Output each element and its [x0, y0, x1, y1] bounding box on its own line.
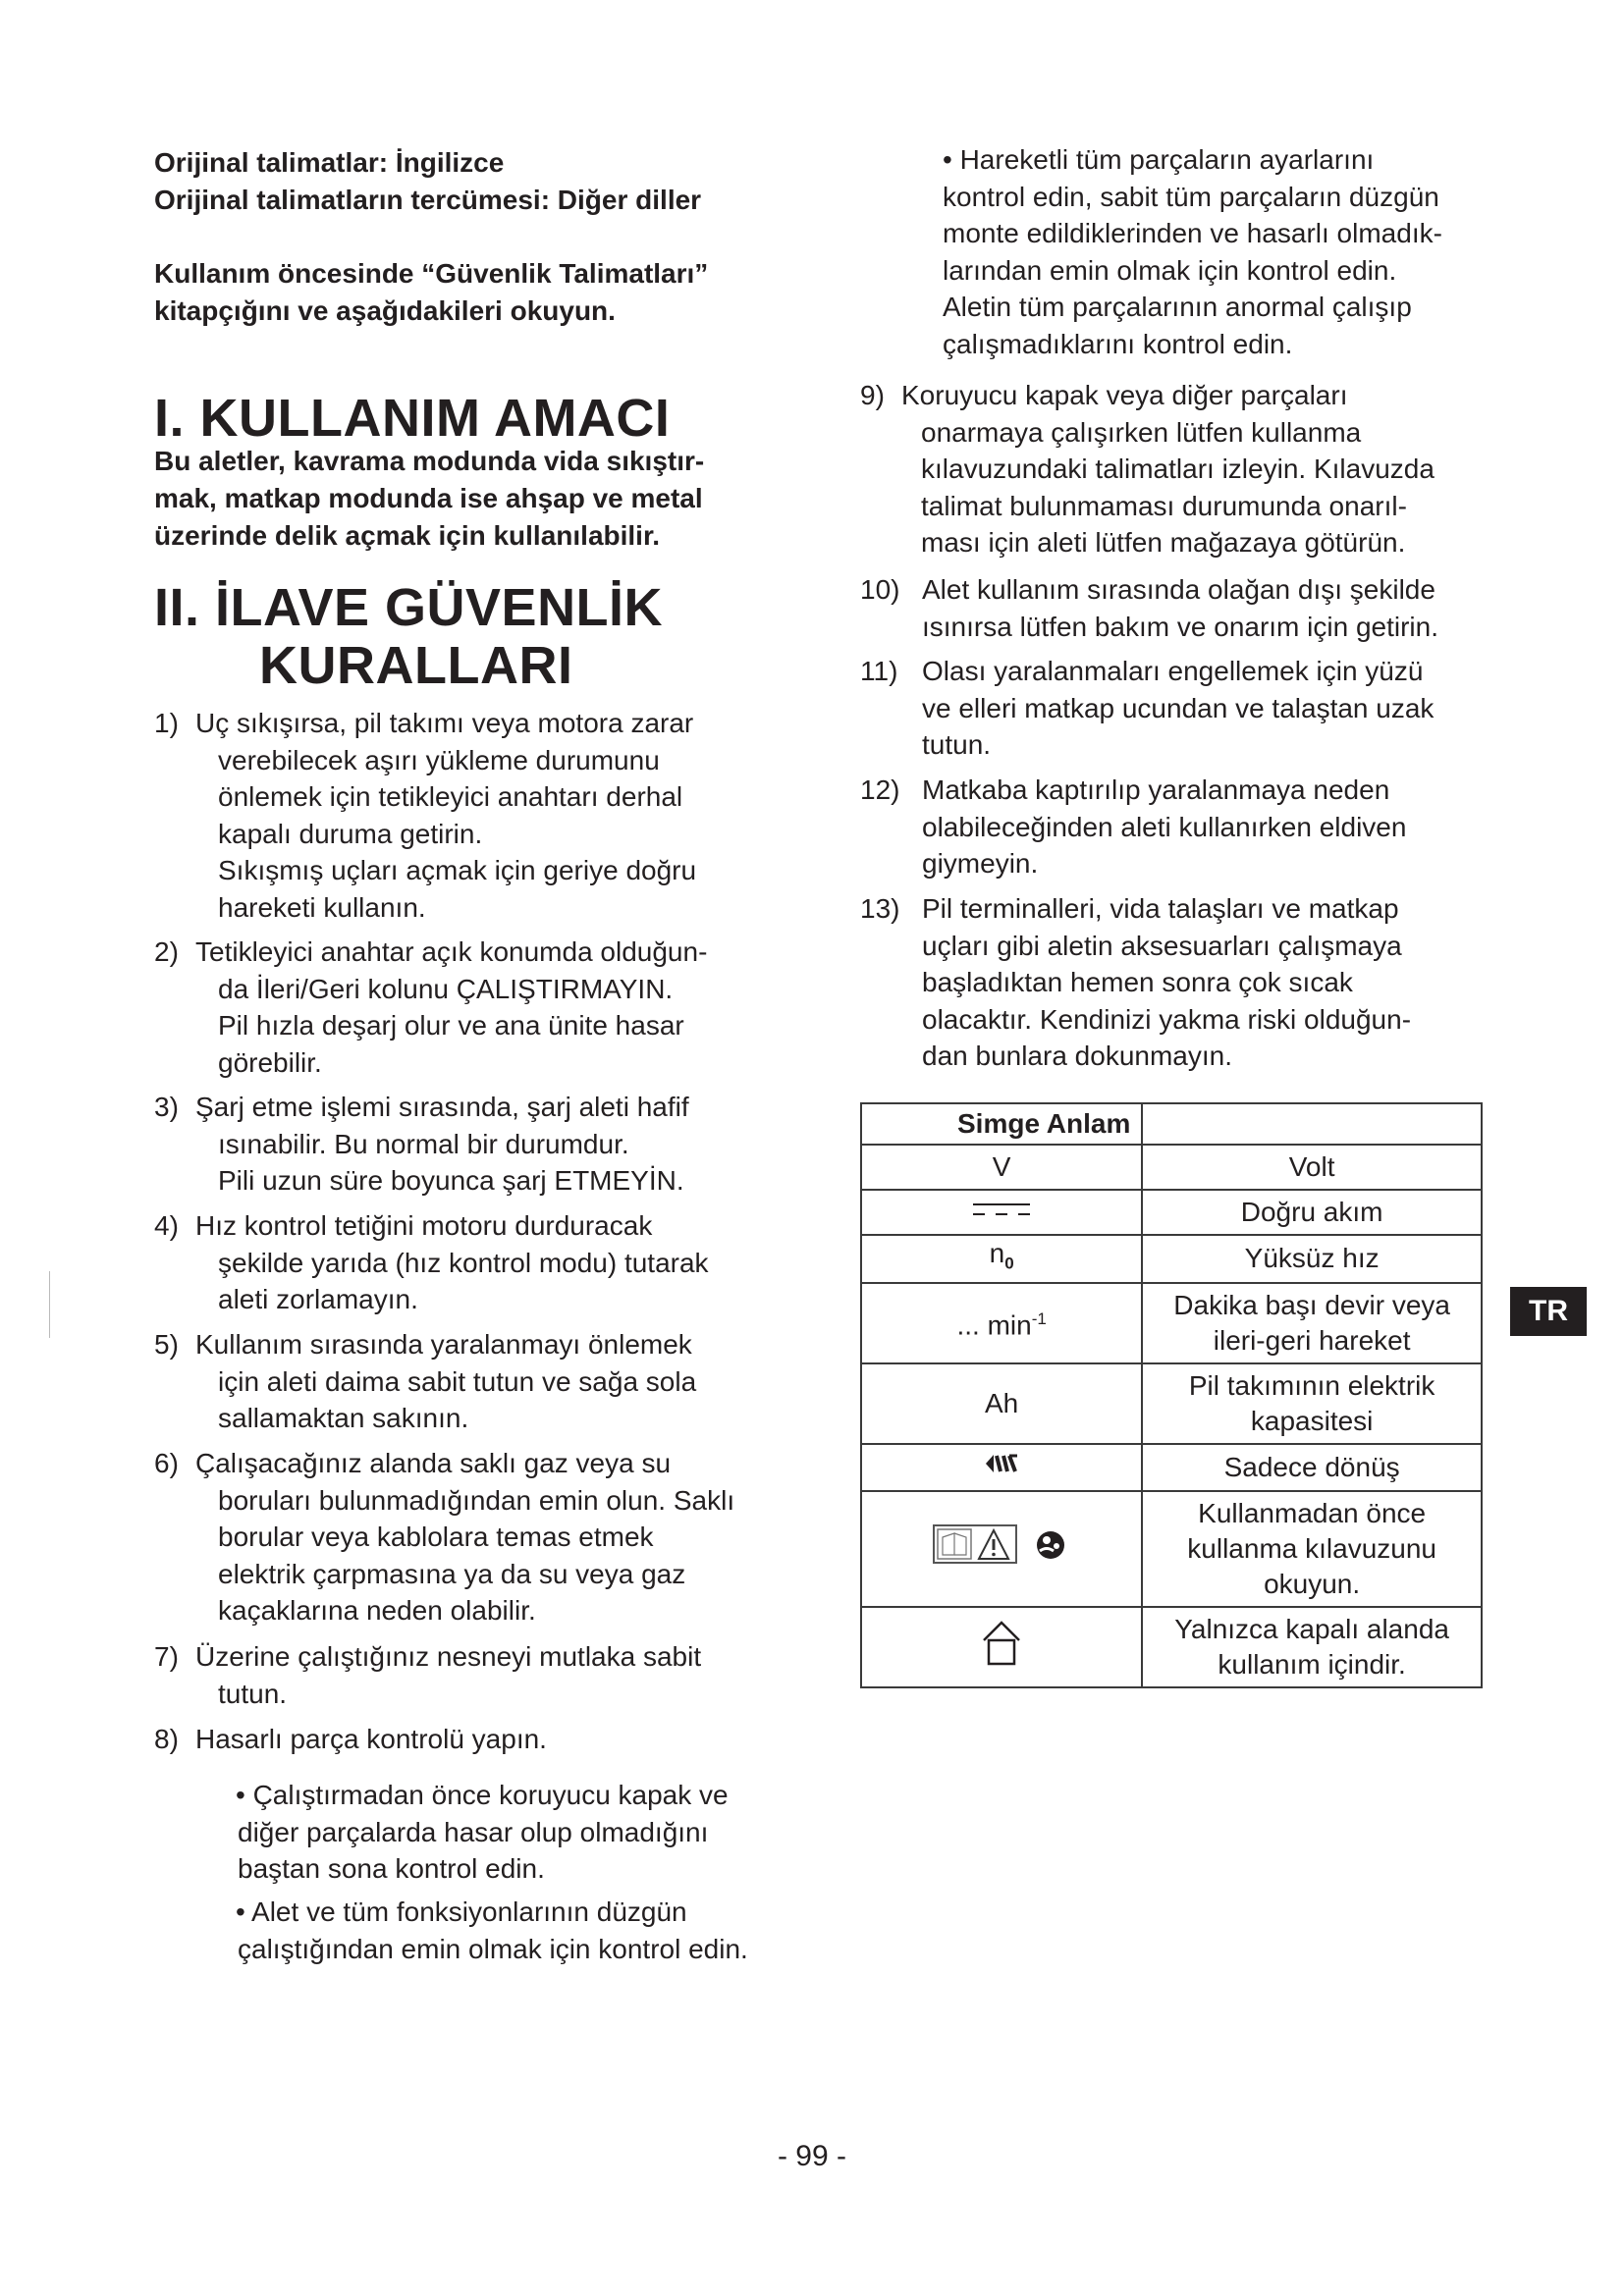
ah-symbol: Ah [861, 1363, 1142, 1444]
table-row [861, 1607, 1482, 1687]
table-row [861, 1491, 1482, 1607]
rule-number: 1) [154, 708, 179, 738]
symbol-table [860, 1102, 1483, 1688]
symbol-meaning-line: ileri-geri hareket [1213, 1324, 1411, 1356]
section-title-safety-rules-line2: KURALLARI [259, 636, 573, 695]
symbol-table-header: Simge Anlam [861, 1103, 1142, 1145]
bullet-text: kontrol edin, sabit tüm parçaların düzgün [943, 181, 1439, 212]
rule-text: uçları gibi aletin aksesuarları çalışmaya [922, 930, 1402, 961]
intended-use-line2: mak, matkap modunda ise ahşap ve metal [154, 483, 703, 513]
rule-number: 5) [154, 1329, 179, 1360]
bullet-item [236, 1894, 748, 1967]
bullet-text: • Çalıştırmadan önce koruyucu kapak ve [236, 1780, 729, 1810]
volt-symbol: V [861, 1145, 1142, 1190]
no-load-speed-symbol [861, 1235, 1142, 1283]
symbol-meaning [1142, 1363, 1482, 1444]
symbol-meaning-line: kullanım içindir. [1218, 1648, 1406, 1680]
symbol-min: ... min [956, 1309, 1032, 1341]
rule-text: verebilecek aşırı yükleme durumunu [218, 744, 660, 775]
rule-text: dan bunlara dokunmayın. [922, 1041, 1232, 1071]
rule-number: 9) [860, 380, 885, 410]
rule-text: için aleti daima sabit tutun ve sağa sola [218, 1365, 697, 1397]
rule-text: da İleri/Geri kolunu ÇALIŞTIRMAYIN. [218, 973, 674, 1004]
bullet-text: • Alet ve tüm fonksiyonlarının düzgün [236, 1896, 687, 1927]
rule-text: kaçaklarına neden olabilir. [218, 1595, 536, 1626]
table-row [861, 1190, 1482, 1235]
symbol-meaning: Doğru akım [1142, 1190, 1482, 1235]
bullet-text: çalışmadıklarını kontrol edin. [943, 328, 1293, 359]
symbol-n: n [989, 1238, 1005, 1268]
rule-text: Hasarlı parça kontrolü yapın. [195, 1724, 547, 1754]
dc-current-icon [861, 1190, 1142, 1235]
rule-text: olabileceğinden aleti kullanırken eldiven [922, 811, 1407, 842]
rule-number: 6) [154, 1448, 179, 1478]
table-row [861, 1235, 1482, 1283]
rule-text: ısınabilir. Bu normal bir durumdur. [218, 1128, 629, 1159]
rule-text: Çalışacağınız alanda saklı gaz veya su [195, 1448, 672, 1478]
rule-text: hareketi kullanın. [218, 891, 426, 923]
rule-text: Koruyucu kapak veya diğer parçaları [901, 380, 1348, 410]
bullet-item [236, 1777, 729, 1888]
rule-text: başladıktan hemen sonra çok sıcak [922, 967, 1353, 997]
rule-text: tutun. [922, 729, 992, 760]
rule-text: Kullanım sırasında yaralanmayı önlemek [195, 1329, 692, 1360]
intended-use-line3: üzerinde delik açmak için kullanılabilir. [154, 520, 661, 551]
rule-text: Pil hızla deşarj olur ve ana ünite hasar [218, 1010, 684, 1041]
symbol-meaning: Volt [1142, 1145, 1482, 1190]
bullet-text: larından emin olmak için kontrol edin. [943, 254, 1397, 286]
rule-number: 7) [154, 1641, 179, 1672]
rule-number: 13) [860, 893, 900, 924]
rule-text: sallamaktan sakının. [218, 1403, 469, 1433]
rule-number: 4) [154, 1210, 179, 1241]
symbol-meaning: Sadece dönüş [1142, 1444, 1482, 1491]
rule-text: ve elleri matkap ucundan ve talaştan uzak [922, 692, 1435, 723]
rule-text: Olası yaralanmaları engellemek için yüzü [922, 656, 1424, 686]
per-minute-symbol [861, 1283, 1142, 1363]
rule-text: kılavuzundaki talimatları izleyin. Kılavuzda [921, 454, 1435, 484]
rule-number: 12) [860, 774, 900, 805]
bullet-text: • Hareketli tüm parçaların ayarlarını [943, 144, 1375, 175]
symbol-meaning [1142, 1607, 1482, 1687]
rule-text: elektrik çarpmasına ya da su veya gaz [218, 1558, 686, 1589]
dc-current-icon-graphic [967, 1198, 1036, 1221]
rule-text: Şarj etme işlemi sırasında, şarj aleti hafif [195, 1092, 689, 1122]
symbol-meaning-line: Pil takımının elektrik [1188, 1369, 1435, 1401]
language-tab: TR [1510, 1287, 1587, 1336]
symbol-meaning-line: okuyun. [1264, 1568, 1361, 1599]
read-instructions-line2: kitapçığını ve aşağıdakileri okuyun. [154, 295, 616, 326]
bullet-text: Aletin tüm parçalarının anormal çalışıp [943, 292, 1412, 322]
symbol-meaning-line: Yalnızca kapalı alanda [1174, 1613, 1449, 1644]
table-row [861, 1363, 1482, 1444]
rule-text: Alet kullanım sırasında olağan dışı şekilde [922, 574, 1435, 605]
rule-text: giymeyin. [922, 848, 1039, 879]
rule-text: önlemek için tetikleyici anahtarı derhal [218, 781, 683, 812]
symbol-meaning-line: Kullanmadan önce [1198, 1497, 1427, 1528]
page-number: - 99 - [777, 2140, 847, 2172]
rotation-only-icon [861, 1444, 1142, 1491]
symbol-meaning-line: kapasitesi [1250, 1405, 1374, 1436]
bullet-text: çalıştığından emin olmak için kontrol edin. [238, 1933, 748, 1964]
translation-line: Orijinal talimatların tercümesi: Diğer diller [154, 185, 702, 215]
bullet-text: monte edildiklerinden ve hasarlı olmadık- [943, 218, 1442, 248]
rule-text: aleti zorlamayın. [218, 1284, 418, 1314]
rule-text: Matkaba kaptırılıp yaralanmaya neden [922, 774, 1390, 805]
original-instructions-line: Orijinal talimatlar: İngilizce [154, 147, 505, 178]
rule-text: Pili uzun süre boyunca şarj ETMEYİN. [218, 1165, 684, 1196]
read-instructions-line1: Kullanım öncesinde “Güvenlik Talimatları” [154, 258, 709, 289]
symbol-table-header-empty [1142, 1103, 1482, 1145]
intended-use-line1: Bu aletler, kavrama modunda vida sıkıştır- [154, 446, 705, 476]
section-title-safety-rules: II. İLAVE GÜVENLİK [154, 578, 664, 637]
rule-text: borular veya kablolara temas etmek [218, 1522, 654, 1552]
bullet-text: diğer parçalarda hasar olup olmadığını [238, 1816, 709, 1847]
symbol-meaning-line: Dakika başı devir veya [1173, 1289, 1450, 1320]
table-row [861, 1283, 1482, 1363]
rule-number: 11) [860, 656, 898, 686]
rotation-only-icon-graphic [984, 1451, 1019, 1476]
rule-text: Uç sıkışırsa, pil takımı veya motora zarar [195, 708, 694, 738]
house-icon [972, 1615, 1031, 1670]
table-row [861, 1145, 1482, 1190]
table-row [861, 1444, 1482, 1491]
section-title-intended-use: I. KULLANIM AMACI [154, 389, 671, 448]
rule-text: tutun. [218, 1678, 288, 1709]
rule-number: 10) [860, 574, 900, 605]
symbol-meaning: Yüksüz hız [1142, 1235, 1482, 1283]
rule-text: Tetikleyici anahtar açık konumda olduğun- [195, 936, 708, 967]
rule-text: boruları bulunmadığından emin olun. Saklı [218, 1484, 735, 1516]
rule-text: talimat bulunmaması durumunda onarıl- [921, 490, 1407, 521]
rule-number: 8) [154, 1724, 179, 1754]
bullet-item [943, 141, 1442, 362]
rule-text: olacaktır. Kendinizi yakma riski olduğun- [922, 1003, 1412, 1035]
rule-text: Pil terminalleri, vida talaşları ve matkap [922, 893, 1399, 924]
symbol-superscript: -1 [1031, 1309, 1047, 1329]
symbol-meaning [1142, 1491, 1482, 1607]
rule-number: 2) [154, 936, 179, 967]
rule-text: ması için aleti lütfen mağazaya götürün. [921, 527, 1406, 558]
symbol-subscript: 0 [1004, 1254, 1014, 1273]
symbol-meaning-line: kullanma kılavuzunu [1187, 1532, 1436, 1564]
rule-text: ısınırsa lütfen bakım ve onarım için getirin. [922, 611, 1438, 642]
rule-text: kapalı duruma getirin. [218, 818, 483, 849]
rule-number: 3) [154, 1092, 179, 1122]
rule-text: onarmaya çalışırken lütfen kullanma [921, 416, 1362, 448]
indoor-use-icon [861, 1607, 1142, 1687]
symbol-table-header-row [861, 1103, 1482, 1145]
rule-text: Üzerine çalıştığınız nesneyi mutlaka sabit [195, 1641, 702, 1672]
read-manual-icon [861, 1491, 1142, 1607]
rule-text: Hız kontrol tetiğini motoru durduracak [195, 1210, 653, 1241]
rule-text: şekilde yarıda (hız kontrol modu) tutarak [218, 1247, 709, 1278]
rule-text: görebilir. [218, 1046, 322, 1078]
rule-text: Sıkışmış uçları açmak için geriye doğru [218, 855, 697, 885]
margin-mark [49, 1271, 50, 1338]
bullet-text: baştan sona kontrol edin. [238, 1853, 545, 1884]
symbol-meaning [1142, 1283, 1482, 1363]
read-manual-icon-graphic [918, 1520, 1085, 1569]
